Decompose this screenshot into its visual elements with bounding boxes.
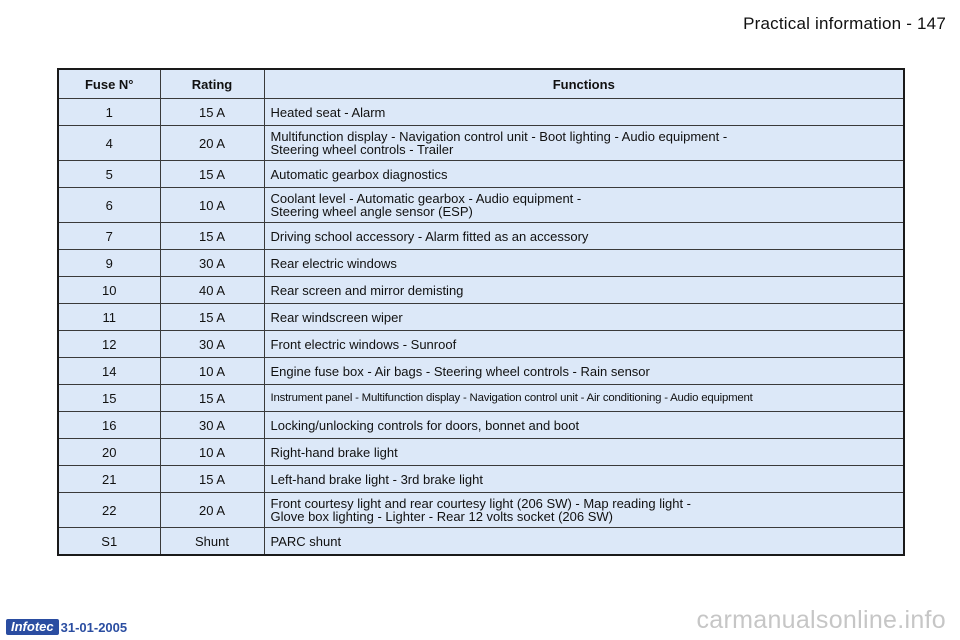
table-row (58, 331, 904, 358)
watermark: carmanualsonline.info (696, 606, 946, 634)
fuse-functions: Right-hand brake light (264, 439, 904, 466)
table-row (58, 528, 904, 556)
fuse-number: 12 (58, 331, 160, 358)
fuse-number: 15 (58, 385, 160, 412)
fuse-functions: Automatic gearbox diagnostics (264, 161, 904, 188)
fuse-functions: Front electric windows - Sunroof (264, 331, 904, 358)
fuse-rating: 20 A (160, 493, 264, 528)
fuse-functions: PARC shunt (264, 528, 904, 556)
fuse-number: 1 (58, 99, 160, 126)
fuse-number: 20 (58, 439, 160, 466)
fuse-table (57, 68, 905, 556)
table-row (58, 126, 904, 161)
fuse-number: 16 (58, 412, 160, 439)
page-footer (6, 619, 127, 635)
fuse-rating: 10 A (160, 188, 264, 223)
fuse-rating: 15 A (160, 466, 264, 493)
table-header-row (58, 69, 904, 99)
fuse-number: 5 (58, 161, 160, 188)
table-row (58, 250, 904, 277)
column-header-functions: Functions (264, 69, 904, 99)
fuse-rating: 30 A (160, 412, 264, 439)
fuse-functions: Rear electric windows (264, 250, 904, 277)
table-row (58, 439, 904, 466)
table-row (58, 188, 904, 223)
table-row (58, 277, 904, 304)
fuse-rating: 15 A (160, 385, 264, 412)
fuse-functions: Instrument panel - Multifunction display - Navigation control unit - Air conditioning - Audio equipment (264, 385, 904, 412)
fuse-number: 4 (58, 126, 160, 161)
fuse-number: 11 (58, 304, 160, 331)
fuse-rating: 15 A (160, 223, 264, 250)
fuse-number: 22 (58, 493, 160, 528)
table-row (58, 358, 904, 385)
fuse-functions: Heated seat - Alarm (264, 99, 904, 126)
fuse-rating: Shunt (160, 528, 264, 556)
fuse-functions: Coolant level - Automatic gearbox - Audio equipment - Steering wheel angle sensor (ESP) (264, 188, 904, 223)
table-row (58, 223, 904, 250)
table-row (58, 385, 904, 412)
fuse-rating: 15 A (160, 99, 264, 126)
fuse-number: 7 (58, 223, 160, 250)
infotec-logo: Infotec (6, 619, 59, 635)
table-row (58, 412, 904, 439)
fuse-functions: Multifunction display - Navigation control unit - Boot lighting - Audio equipment - Steering wheel controls - Trailer (264, 126, 904, 161)
fuse-functions: Rear screen and mirror demisting (264, 277, 904, 304)
fuse-functions: Front courtesy light and rear courtesy light (206 SW) - Map reading light - Glove box lighting - Lighter - Rear 12 volts socket (206 SW) (264, 493, 904, 528)
table-row (58, 99, 904, 126)
table-row (58, 161, 904, 188)
page-title: Practical information - 147 (743, 14, 946, 33)
fuse-number: 21 (58, 466, 160, 493)
fuse-functions: Left-hand brake light - 3rd brake light (264, 466, 904, 493)
column-header-fuse: Fuse N° (58, 69, 160, 99)
fuse-rating: 10 A (160, 358, 264, 385)
fuse-number: 6 (58, 188, 160, 223)
fuse-number: S1 (58, 528, 160, 556)
fuse-number: 9 (58, 250, 160, 277)
fuse-rating: 10 A (160, 439, 264, 466)
fuse-rating: 40 A (160, 277, 264, 304)
table-row (58, 466, 904, 493)
fuse-functions: Locking/unlocking controls for doors, bonnet and boot (264, 412, 904, 439)
fuse-rating: 15 A (160, 304, 264, 331)
table-row (58, 493, 904, 528)
fuse-number: 14 (58, 358, 160, 385)
fuse-rating: 30 A (160, 250, 264, 277)
fuse-functions: Driving school accessory - Alarm fitted as an accessory (264, 223, 904, 250)
fuse-rating: 15 A (160, 161, 264, 188)
column-header-rating: Rating (160, 69, 264, 99)
fuse-functions: Rear windscreen wiper (264, 304, 904, 331)
fuse-functions: Engine fuse box - Air bags - Steering wheel controls - Rain sensor (264, 358, 904, 385)
fuse-rating: 20 A (160, 126, 264, 161)
fuse-number: 10 (58, 277, 160, 304)
print-date: 31-01-2005 (60, 619, 128, 635)
fuse-rating: 30 A (160, 331, 264, 358)
table-row (58, 304, 904, 331)
